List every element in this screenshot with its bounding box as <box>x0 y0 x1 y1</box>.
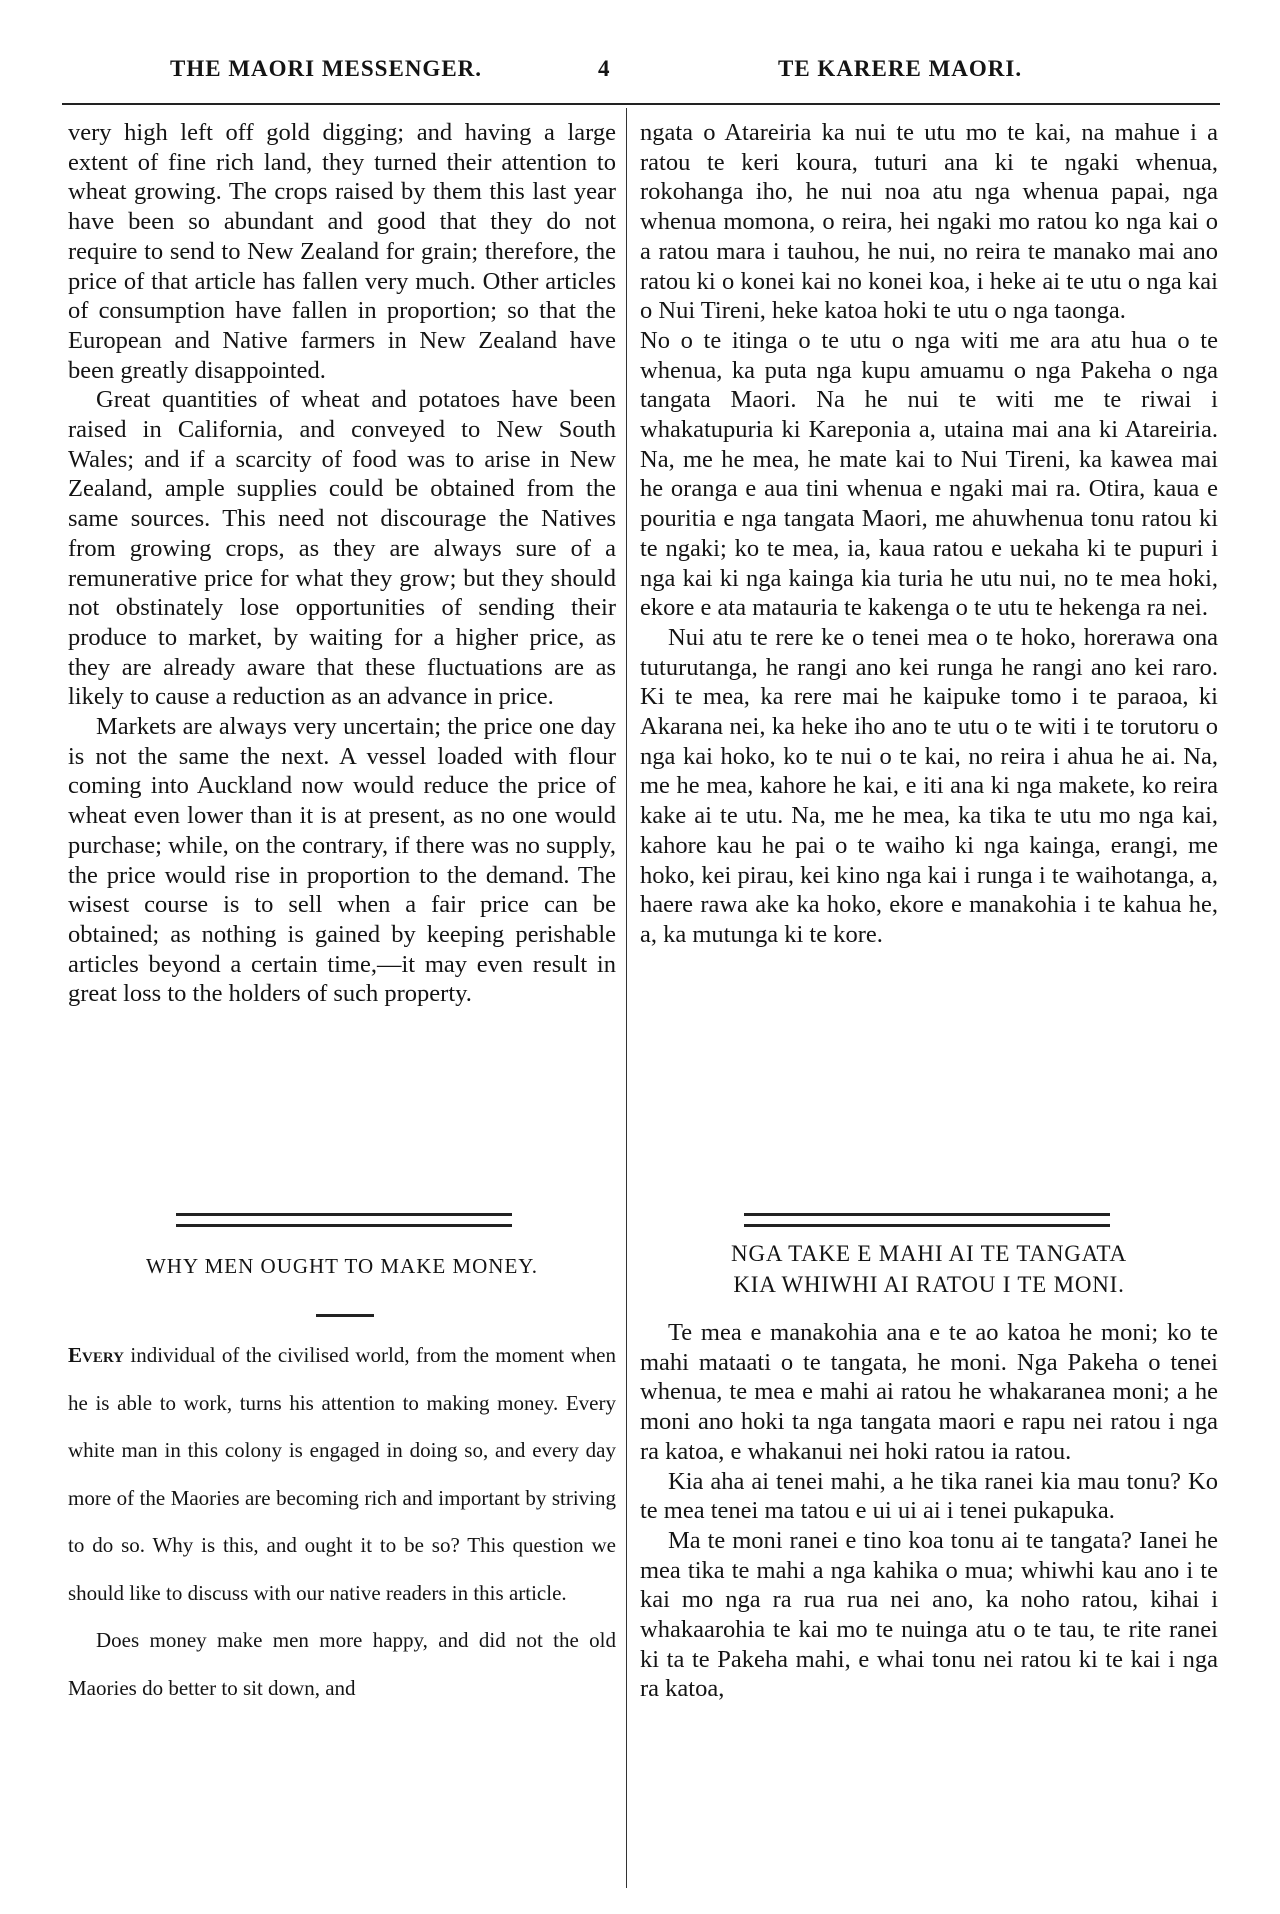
right-paragraph-3: Nui atu te rere ke o tenei mea o te hoko, horerawa ona tuturutanga, he rangi ano kei runga he rangi ano kei raro. Ki te mea, ka rere mai he kaipuke tomo i te paraoa, ki Akarana nei, ka heke iho ano te utu o te witi i te torutoru o nga kai hoko, ko te nui o te kai, no reira i ahua he ai. Na, me he mea, kahore he kai, e iti ana ki nga makete, ko reira kake ai te utu. Na, me he mea, ka tika te utu mo nga kai, kahore kau he pai o te waiho ki nga kainga, erangi, me hoko, kei pirau, kei kino nga kai i runga i te waihotanga, a, haere rawa ake ka hoko, ekore e manakohia i te kahua he, a, ka mutunga ki te kore. <box>640 623 1218 948</box>
right-section-separator <box>744 1213 1110 1227</box>
maori-article-title <box>640 1238 1218 1300</box>
column-divider <box>626 108 627 1888</box>
header-rule <box>62 103 1220 105</box>
english-article-body <box>68 1332 616 1712</box>
left-paragraph-2: Great quantities of wheat and potatoes have been raised in California, and conveyed to New South Wales; and if a scarcity of food was to arise in New Zealand, ample supplies could be obtained from the same sources. This need not discourage the Natives from growing crops, as they are always sure of a remunerative price for what they grow; but they should not obstinately lose opportunities of sending their produce to market, by waiting for a higher price, as they are already aware that these fluctuations are as likely to cause a reduction as an advance in price. <box>68 386 616 711</box>
maori-paragraph-1: Te mea e manakohia ana e te ao katoa he moni; ko te mahi mataati o te tangata, he moni. Nga Pakeha o tenei whenua, te mea e mahi ai ratou he whakaranea moni; a he moni ano hoki ta nga tangata maori e rapu nei ratou i nga ra katoa, e whakanui nei hoki ratou ia ratou. <box>640 1319 1218 1465</box>
maori-title-line-1: NGA TAKE E MAHI AI TE TANGATA <box>731 1241 1127 1266</box>
right-paragraph-2: No o te itinga o te utu o nga witi me ara atu hua o te whenua, ka puta nga kupu amuamu o nga Pakeha o nga tangata Maori. Na he nui te witi me te riwai i whakatupuria ki Kareponia a, utaina mai ana ki Atareiria. Na, me he mea, he mate kai to Nui Tireni, ka kawea mai he oranga e aua tini whenua e ngaki mai ra. Otira, kaua e pouritia e nga tangata Maori, me ahuwhenua tonu ratou ki te ngaki; ko te mea, ia, kaua ratou e uekaha ki te pupuri i nga kai ki nga kainga kia turia he utu nui, no te mea hoki, ekore e ata matauria te kakenga o te utu te hekenga ra nei. <box>640 326 1218 622</box>
maori-paragraph-2: Kia aha ai tenei mahi, a he tika ranei kia mau tonu? Ko te mea tenei ma tatou e ui ui ai i tenei pukapuka. <box>640 1467 1218 1525</box>
right-article-continued <box>640 118 1218 950</box>
right-paragraph-1: ngata o Atareiria ka nui te utu mo te kai, na mahue i a ratou te keri koura, tuturi ana ki te ngaki whenua, rokohanga iho, he nui noa atu nga whenua papai, nga whenua momona, o reira, hei ngaki mo ratou ko nga kai o a ratou mara i tauhou, he nui, no reira te manako mai ano ratou ki o konei kai no konei koa, i heke ai te utu o nga kai o Nui Tireni, heke katoa hoki te utu o nga taonga. <box>640 119 1218 325</box>
header-english-title: THE MAORI MESSENGER. <box>170 56 483 81</box>
header-maori-title: TE KARERE MAORI. <box>778 56 1023 81</box>
page-header <box>60 56 1220 96</box>
page-number: 4 <box>598 56 611 81</box>
left-section-separator <box>176 1213 512 1227</box>
english-paragraph-2: Does money make men more happy, and did not the old Maories do better to sit down, and <box>68 1628 616 1700</box>
title-underline-rule <box>316 1314 374 1317</box>
english-article-title: WHY MEN OUGHT TO MAKE MONEY. <box>145 1254 538 1278</box>
lead-word: Every <box>68 1343 124 1367</box>
english-paragraph-1-text: individual of the civilised world, from the moment when he is able to work, turns his attention to making money. Every white man in this colony is engaged in doing so, and every day more of the Maories are becoming rich and important by striving to do so. Why is this, and ought it to be so? This question we should like to discuss with our native readers in this article. <box>68 1343 616 1605</box>
maori-paragraph-3: Ma te moni ranei e tino koa tonu ai te tangata? Ianei he mea tika te mahi a nga kahika o mua; whiwhi kau ano i te kai mo nga ra rua rua nei ano, ka noho ratou, kihai i whakaarohia te kai mo te nuinga atu o te tau, te rite ranei ki ta te Pakeha mahi, e whai tonu nei ratou ki te kai i nga ra katoa, <box>640 1526 1218 1703</box>
maori-article-body <box>640 1318 1218 1704</box>
english-paragraph-1 <box>68 1332 616 1617</box>
left-paragraph-1: very high left off gold digging; and having a large extent of fine rich land, they turned their attention to wheat growing. The crops raised by them this last year have been so abundant and good that they do not require to send to New Zealand for grain; therefore, the price of that article has fallen very much. Other articles of consumption have fallen in proportion; so that the European and Native farmers in New Zealand have been greatly disappointed. <box>68 119 616 384</box>
maori-title-line-2: KIA WHIWHI AI RATOU I TE MONI. <box>733 1272 1125 1297</box>
left-article-continued <box>68 118 616 1009</box>
left-paragraph-3: Markets are always very uncertain; the price one day is not the same the next. A vessel loaded with flour coming into Auckland now would reduce the price of wheat even lower than it is at present, as no one would purchase; while, on the contrary, if there was no supply, the price would rise in proportion to the demand. The wisest course is to sell when a fair price can be obtained; as nothing is gained by keeping perishable articles beyond a certain time,—it may even result in great loss to the holders of such property. <box>68 713 616 1008</box>
